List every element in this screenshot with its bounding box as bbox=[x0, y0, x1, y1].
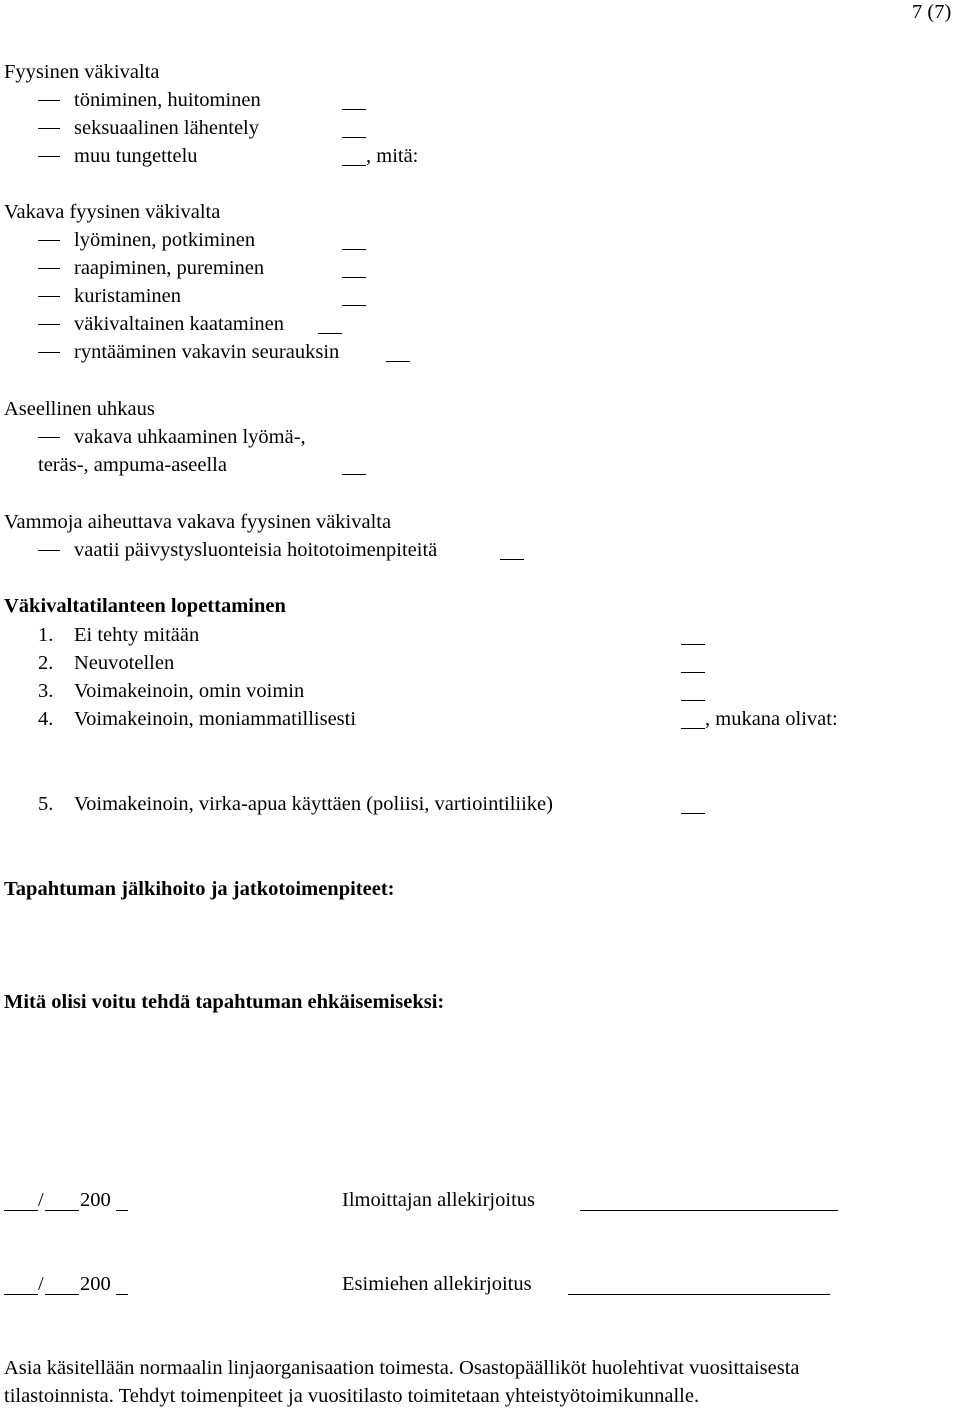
list-number: 1. bbox=[38, 624, 54, 646]
list-item-suffix: , mukana olivat: bbox=[705, 708, 838, 730]
section-heading: Fyysinen väkivalta bbox=[4, 61, 160, 83]
list-item-label: raapiminen, pureminen bbox=[74, 257, 265, 279]
list-item-label: väkivaltainen kaataminen bbox=[74, 313, 285, 335]
list-item-label: Voimakeinoin, omin voimin bbox=[74, 680, 305, 702]
signature-label: Ilmoittajan allekirjoitus bbox=[342, 1189, 535, 1211]
date-year-prefix: 200 bbox=[80, 1273, 111, 1295]
dash-bullet bbox=[38, 437, 60, 438]
list-item-label: muu tungettelu bbox=[74, 145, 198, 167]
list-item-label: ryntääminen vakavin seurauksin bbox=[74, 341, 340, 363]
checkbox-blank[interactable] bbox=[681, 672, 705, 673]
checkbox-blank[interactable] bbox=[342, 474, 366, 475]
date-day-blank[interactable] bbox=[4, 1294, 38, 1295]
list-item-label: seksuaalinen lähentely bbox=[74, 117, 260, 139]
signature-line[interactable] bbox=[568, 1294, 830, 1295]
checkbox-blank[interactable] bbox=[342, 109, 366, 110]
checkbox-blank[interactable] bbox=[342, 165, 366, 166]
list-item-label-continued: teräs-, ampuma-aseella bbox=[38, 454, 227, 476]
signature-label: Esimiehen allekirjoitus bbox=[342, 1273, 532, 1295]
checkbox-blank[interactable] bbox=[342, 137, 366, 138]
dash-bullet bbox=[38, 268, 60, 269]
date-slash: / bbox=[38, 1273, 44, 1295]
list-item-label: Neuvotellen bbox=[74, 652, 175, 674]
checkbox-blank[interactable] bbox=[318, 333, 342, 334]
list-item-label: vakava uhkaaminen lyömä-, bbox=[74, 426, 306, 448]
section-heading: Vakava fyysinen väkivalta bbox=[4, 201, 221, 223]
section-heading: Vammoja aiheuttava vakava fyysinen väkivalta bbox=[4, 511, 392, 533]
dash-bullet bbox=[38, 296, 60, 297]
list-item-label: vaatii päivystysluonteisia hoitotoimenpiteitä bbox=[74, 539, 438, 561]
section-heading-jalkihoito: Tapahtuman jälkihoito ja jatkotoimenpiteet: bbox=[4, 878, 395, 900]
date-day-blank[interactable] bbox=[4, 1210, 38, 1211]
dash-bullet bbox=[38, 240, 60, 241]
dash-bullet bbox=[38, 550, 60, 551]
date-year-blank[interactable] bbox=[116, 1210, 128, 1211]
list-item-label: lyöminen, potkiminen bbox=[74, 229, 256, 251]
page-number: 7 (7) bbox=[912, 1, 952, 23]
list-item-label: Voimakeinoin, virka-apua käyttäen (poliisi, vartiointiliike) bbox=[74, 793, 553, 815]
checkbox-blank[interactable] bbox=[342, 277, 366, 278]
date-month-blank[interactable] bbox=[45, 1210, 79, 1211]
dash-bullet bbox=[38, 324, 60, 325]
footer-text-line: tilastoinnista. Tehdyt toimenpiteet ja vuositilasto toimitetaan yhteistyötoimikunnalle. bbox=[4, 1385, 700, 1407]
list-item-label: Ei tehty mitään bbox=[74, 624, 200, 646]
signature-line[interactable] bbox=[580, 1210, 838, 1211]
list-number: 2. bbox=[38, 652, 54, 674]
dash-bullet bbox=[38, 352, 60, 353]
checkbox-blank[interactable] bbox=[681, 813, 705, 814]
checkbox-blank[interactable] bbox=[342, 249, 366, 250]
list-number: 3. bbox=[38, 680, 54, 702]
checkbox-blank[interactable] bbox=[681, 644, 705, 645]
list-item-label: Voimakeinoin, moniammatillisesti bbox=[74, 708, 357, 730]
checkbox-blank[interactable] bbox=[500, 559, 524, 560]
section-heading: Väkivaltatilanteen lopettaminen bbox=[4, 595, 286, 617]
dash-bullet bbox=[38, 156, 60, 157]
date-year-blank[interactable] bbox=[116, 1294, 128, 1295]
date-slash: / bbox=[38, 1189, 44, 1211]
date-year-prefix: 200 bbox=[80, 1189, 111, 1211]
checkbox-blank[interactable] bbox=[681, 728, 705, 729]
list-item-label: kuristaminen bbox=[74, 285, 182, 307]
list-item-label: töniminen, huitominen bbox=[74, 89, 261, 111]
checkbox-blank[interactable] bbox=[681, 700, 705, 701]
list-item-suffix: , mitä: bbox=[366, 145, 419, 167]
section-heading: Aseellinen uhkaus bbox=[4, 398, 155, 420]
footer-text-line: Asia käsitellään normaalin linjaorganisaation toimesta. Osastopäälliköt huolehtivat vuosittaisesta bbox=[4, 1357, 800, 1379]
dash-bullet bbox=[38, 128, 60, 129]
checkbox-blank[interactable] bbox=[342, 305, 366, 306]
list-number: 4. bbox=[38, 708, 54, 730]
date-month-blank[interactable] bbox=[45, 1294, 79, 1295]
dash-bullet bbox=[38, 100, 60, 101]
list-number: 5. bbox=[38, 793, 54, 815]
section-heading-ehkaisy: Mitä olisi voitu tehdä tapahtuman ehkäisemiseksi: bbox=[4, 991, 445, 1013]
checkbox-blank[interactable] bbox=[386, 361, 410, 362]
